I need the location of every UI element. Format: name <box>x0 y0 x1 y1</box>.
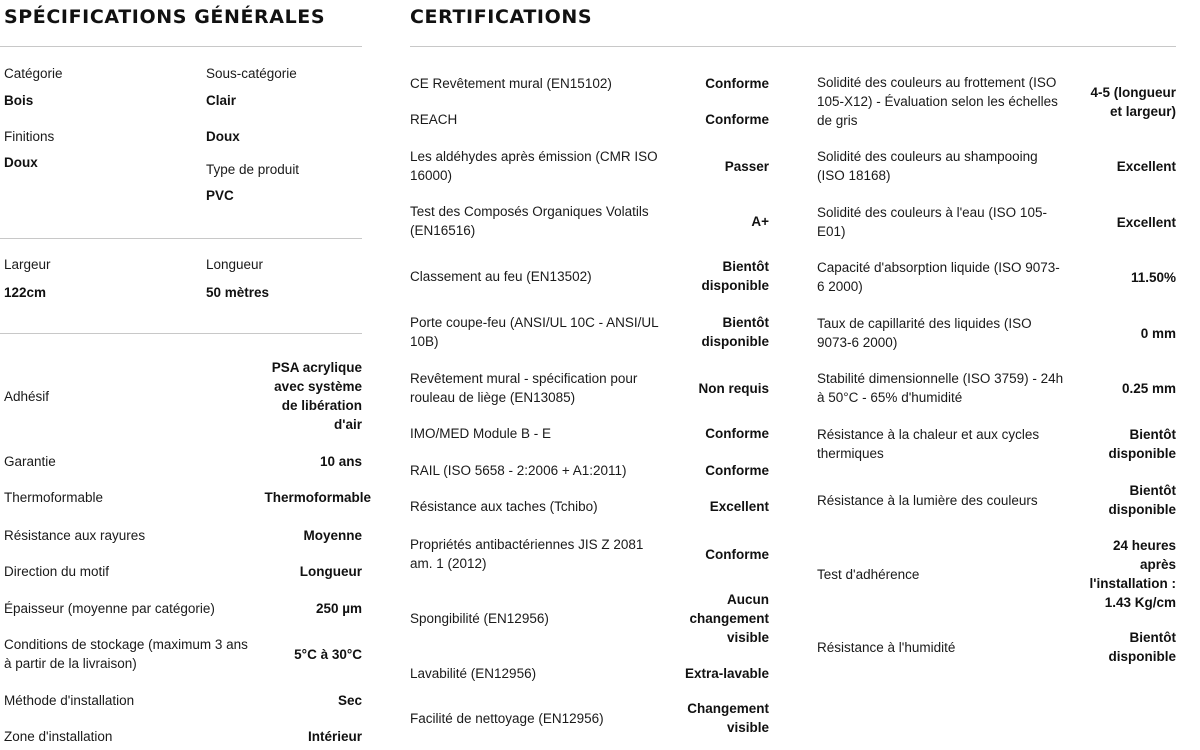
cert-row <box>410 257 769 295</box>
cert-value: Non requis <box>698 380 769 396</box>
cert-label: Test d'adhérence <box>817 566 920 582</box>
cert-value: Conforme <box>705 463 769 478</box>
cert-label: Lavabilité (EN12956) <box>410 666 537 681</box>
cert-row <box>817 425 1176 463</box>
spec-row-install-method <box>4 691 362 710</box>
cert-label: Facilité de nettoyage (EN12956) <box>410 710 604 726</box>
cert-row <box>817 536 1176 612</box>
cert-label: Solidité des couleurs au frottement (ISO 105-X12) - Évaluation selon les échelles de gris <box>817 75 1058 128</box>
cert-value: Conforme <box>705 426 769 441</box>
cert-row <box>410 369 769 407</box>
cert-label: Solidité des couleurs au shampooing (ISO 18168) <box>817 149 1038 183</box>
cert-value: Conforme <box>705 76 769 91</box>
width-label: Largeur <box>4 257 51 272</box>
cert-row <box>410 74 769 93</box>
product-type-value: PVC <box>206 188 234 203</box>
cert-label: Stabilité dimensionnelle (ISO 3759) - 24h à 50°C - 65% d'humidité <box>817 371 1064 405</box>
cert-label: RAIL (ISO 5658 - 2:2006 + A1:2011) <box>410 463 627 478</box>
spec-label: Résistance aux rayures <box>4 528 146 543</box>
cert-value: 11.50% <box>1130 269 1176 285</box>
cert-row <box>410 202 769 240</box>
spec-row-adhesive <box>4 358 362 434</box>
cert-row <box>410 461 769 480</box>
cert-value: Conforme <box>705 112 769 127</box>
cert-row <box>817 628 1176 666</box>
cert-row <box>410 313 769 351</box>
product-type-label: Type de produit <box>206 162 300 177</box>
spec-value: Sec <box>337 693 362 708</box>
cert-value: Excellent <box>1116 158 1176 174</box>
cert-value: 0.25 mm <box>1121 380 1176 396</box>
length-label: Longueur <box>206 257 264 272</box>
cert-row <box>817 369 1176 407</box>
cert-label: Spongibilité (EN12956) <box>410 610 549 626</box>
spec-row-thermoformable <box>4 488 371 507</box>
cert-row <box>410 699 769 737</box>
finish-value: Doux <box>206 129 240 144</box>
divider <box>0 238 362 239</box>
cert-value: 4-5 (longueur et largeur) <box>1090 84 1176 119</box>
cert-label: Les aldéhydes après émission (CMR ISO 16000) <box>410 149 658 183</box>
cert-row <box>817 258 1176 296</box>
divider <box>0 333 362 334</box>
cert-value: Bientôt disponible <box>1108 630 1176 664</box>
cert-row <box>410 590 769 646</box>
cert-label: Résistance à l'humidité <box>817 639 956 655</box>
cert-value: Bientôt disponible <box>701 259 769 293</box>
cert-row <box>817 147 1176 185</box>
spec-row-storage <box>4 635 362 673</box>
spec-value: 10 ans <box>319 454 362 469</box>
cert-value: Aucun changement visible <box>689 591 769 645</box>
cert-label: Propriétés antibactériennes JIS Z 2081 am. 1 (2012) <box>410 537 644 571</box>
cert-row <box>410 664 769 683</box>
cert-row <box>817 203 1176 241</box>
category-value: Bois <box>4 93 34 108</box>
cert-label: Taux de capillarité des liquides (ISO 9073-6 2000) <box>817 316 1032 350</box>
cert-label: Solidité des couleurs à l'eau (ISO 105-E01) <box>817 205 1047 239</box>
cert-row <box>817 481 1176 519</box>
cert-value: Conforme <box>705 546 769 562</box>
cert-value: Bientôt disponible <box>1108 427 1176 461</box>
finish-value-2: Doux <box>4 155 38 170</box>
cert-label: Test des Composés Organiques Volatils (EN16516) <box>410 204 649 238</box>
cert-label: Classement au feu (EN13502) <box>410 268 592 284</box>
cert-value: 24 heures après l'installation : 1.43 Kg/cm <box>1089 538 1176 610</box>
cert-row <box>410 147 769 185</box>
spec-row-warranty <box>4 452 362 471</box>
cert-row <box>410 424 769 443</box>
spec-label: Adhésif <box>4 388 50 404</box>
spec-value: 250 µm <box>315 601 362 616</box>
width-value: 122cm <box>4 285 47 300</box>
cert-label: Porte coupe-feu (ANSI/UL 10C - ANSI/UL 10B) <box>410 315 659 349</box>
subcategory-label: Sous-catégorie <box>206 66 297 81</box>
spec-label: Garantie <box>4 454 56 469</box>
spec-label: Méthode d'installation <box>4 693 135 708</box>
divider <box>0 46 362 47</box>
cert-value: Bientôt disponible <box>1108 483 1176 517</box>
cert-label: Résistance aux taches (Tchibo) <box>410 499 598 514</box>
cert-value: Changement visible <box>687 701 769 735</box>
spec-value: 5°C à 30°C <box>294 646 362 662</box>
divider <box>410 46 1176 47</box>
spec-row-thickness <box>4 599 362 618</box>
spec-row-pattern <box>4 562 362 581</box>
cert-value: Excellent <box>1116 214 1176 230</box>
cert-value: Bientôt disponible <box>701 315 769 349</box>
cert-value: Excellent <box>709 499 769 514</box>
cert-label: Résistance à la lumière des couleurs <box>817 492 1038 508</box>
cert-row <box>410 497 769 516</box>
cert-row <box>410 535 769 573</box>
spec-row-install-zone <box>4 727 362 746</box>
finish-label: Finitions <box>4 129 55 144</box>
cert-row <box>817 314 1176 352</box>
length-value: 50 mètres <box>206 285 270 300</box>
certifications-title: CERTIFICATIONS <box>410 6 593 28</box>
cert-value: 0 mm <box>1140 325 1176 341</box>
spec-label: Thermoformable <box>4 490 104 505</box>
cert-label: Revêtement mural - spécification pour rouleau de liège (EN13085) <box>410 371 638 405</box>
cert-row <box>817 73 1176 130</box>
spec-value: Intérieur <box>307 729 362 744</box>
cert-value: Extra-lavable <box>684 666 769 681</box>
spec-label: Conditions de stockage (maximum 3 ans à partir de la livraison) <box>4 637 248 671</box>
subcategory-value: Clair <box>206 93 237 108</box>
cert-label: CE Revêtement mural (EN15102) <box>410 76 612 91</box>
spec-value: Moyenne <box>303 528 362 543</box>
spec-value: Thermoformable <box>264 490 371 505</box>
spec-value: PSA acrylique avec système de libération d'air <box>271 360 362 432</box>
cert-value: Passer <box>724 158 769 174</box>
spec-value: Longueur <box>299 564 362 579</box>
cert-value: A+ <box>751 213 769 229</box>
cert-label: IMO/MED Module B - E <box>410 426 552 441</box>
cert-label: Résistance à la chaleur et aux cycles thermiques <box>817 427 1040 461</box>
cert-label: Capacité d'absorption liquide (ISO 9073-6 2000) <box>817 260 1060 294</box>
spec-label: Zone d'installation <box>4 729 113 744</box>
general-specs-title: SPÉCIFICATIONS GÉNÉRALES <box>4 6 326 28</box>
cert-label: REACH <box>410 112 458 127</box>
spec-row-scratch <box>4 526 362 545</box>
cert-row <box>410 110 769 129</box>
spec-label: Épaisseur (moyenne par catégorie) <box>4 601 215 616</box>
spec-label: Direction du motif <box>4 564 110 579</box>
category-label: Catégorie <box>4 66 63 81</box>
